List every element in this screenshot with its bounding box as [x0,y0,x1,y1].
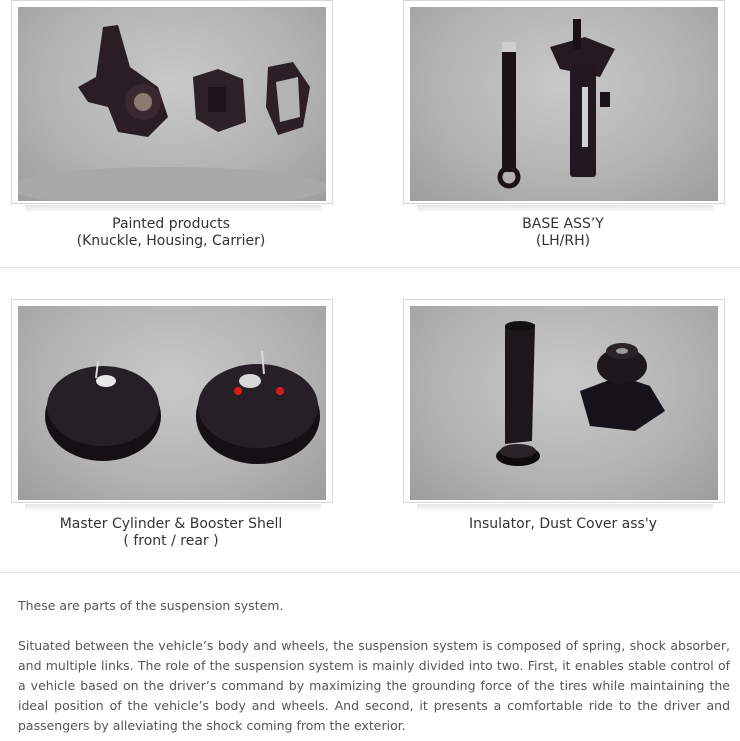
frame-shadow [25,205,321,211]
product-caption [392,516,734,533]
product-caption [0,216,342,250]
frame-shadow [25,504,321,510]
product-image-frame [11,0,333,204]
description-body: Situated between the vehicle’s body and wheels, the suspension system is composed of spring, shock absorber, and multiple links. The role of the suspension system is mainly divided into two. First, it enables stable control of a vehicle based on the driver’s command by maximizing the grounding force of the tires while maintaining the ideal position of the vehicle’s body and wheels. And second, it presents a comfortable ride to the driver and passengers by alleviating the shock coming from the exterior. [18,638,730,733]
section-divider [0,572,740,573]
caption-line1: Master Cylinder & Booster Shell [59,516,283,532]
row-divider [0,267,740,268]
product-card-insulator [392,299,740,599]
caption-line1: Insulator, Dust Cover ass'y [469,516,657,532]
product-photo-painted-parts [18,7,326,201]
caption-line2: (Knuckle, Housing, Carrier) [76,233,266,249]
insulator-dust-cover-image [410,306,718,500]
description-intro: These are parts of the suspension system. [18,598,284,613]
product-image-frame [11,299,333,503]
product-caption [392,216,734,250]
caption-line2: (LH/RH) [535,233,591,249]
product-card-painted [0,0,370,300]
product-card-base-assy [392,0,740,300]
caption-line1: BASE ASS’Y [522,216,604,232]
booster-shell-image [18,306,326,500]
product-image-frame [403,0,725,204]
caption-line2: ( front / rear ) [123,533,219,549]
product-image-frame [403,299,725,503]
caption-line1: Painted products [112,216,230,232]
product-photo-booster-shell [18,306,326,500]
frame-shadow [417,504,713,510]
knuckle-housing-carrier-image [18,7,326,201]
product-photo-insulator [410,306,718,500]
product-card-booster-shell [0,299,370,599]
product-caption [0,516,342,550]
frame-shadow [417,205,713,211]
product-photo-base-assy [410,7,718,201]
shock-absorber-image [410,7,718,201]
